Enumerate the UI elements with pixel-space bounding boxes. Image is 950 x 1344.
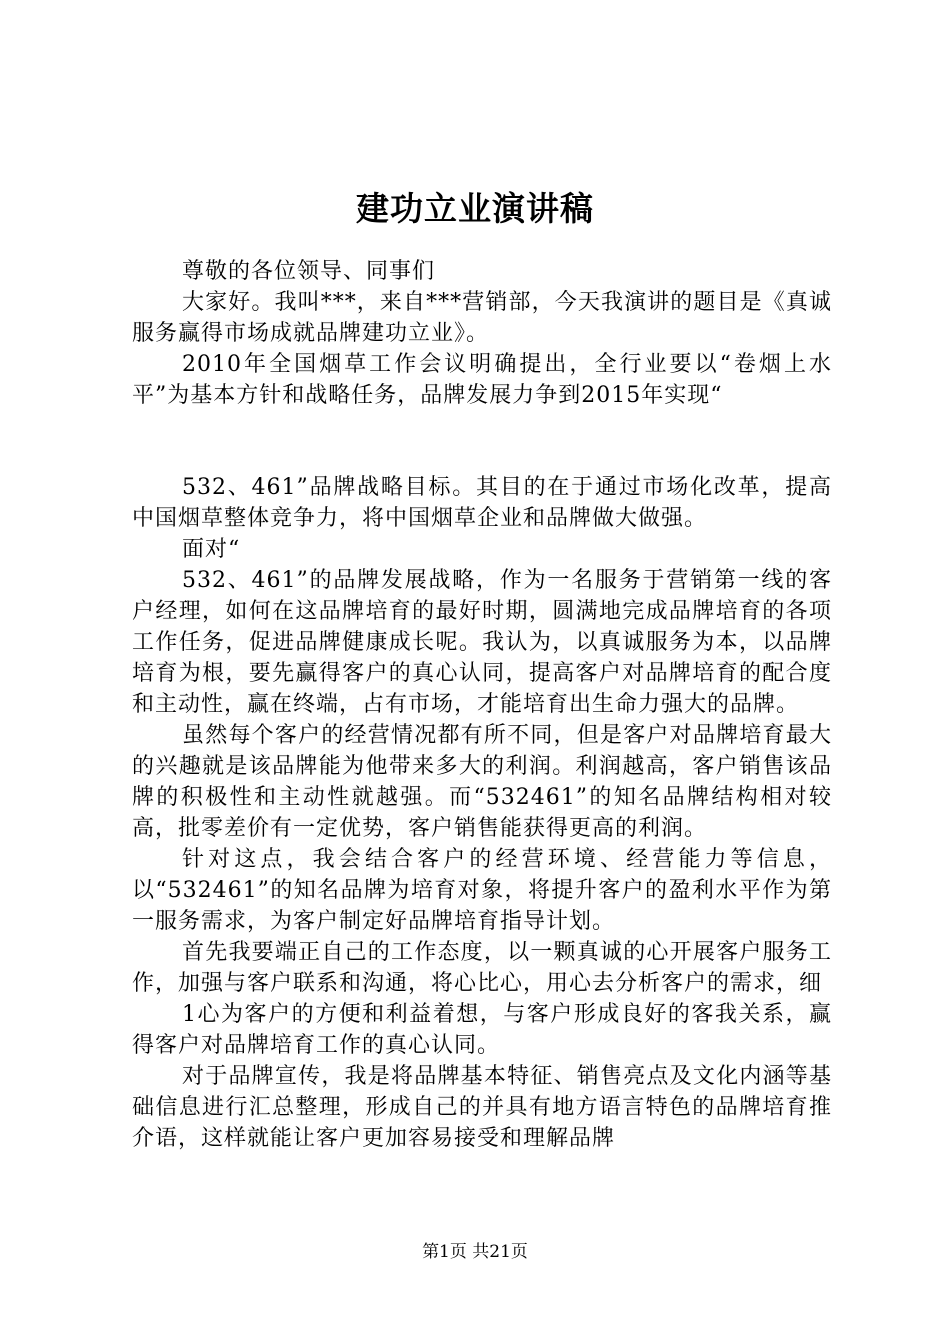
paragraph-care: 1心为客户的方便和利益着想，与客户形成良好的客我关系，赢得客户对品牌培育工作的真心认同。 (132, 1002, 832, 1058)
paragraph-profit: 虽然每个客户的经营情况都有所不同，但是客户对品牌培育最大的兴趣就是该品牌能为他带来多大的利润。利润越高，客户销售该品牌的积极性和主动性就越强。而“532461”的知名品牌结构相对较高，批零差价有一定优势，客户销售能获得更高的利润。 (132, 723, 832, 841)
document-title: 建功立业演讲稿 (356, 189, 594, 228)
paragraph-2010-conference: 2010年全国烟草工作会议明确提出，全行业要以“卷烟上水平”为基本方针和战略任务，品牌发展力争到2015年实现“ (132, 352, 832, 408)
paragraph-plan: 针对这点，我会结合客户的经营环境、经营能力等信息，以“532461”的知名品牌为培育对象，将提升客户的盈利水平作为第一服务需求，为客户制定好品牌培育指导计划。 (132, 847, 832, 934)
paragraph-gap (132, 411, 832, 472)
paragraph-strategy: 532、461”的品牌发展战略，作为一名服务于营销第一线的客户经理，如何在这品牌培育的最好时期，圆满地完成品牌培育的各项工作任务，促进品牌健康成长呢。我认为，以真诚服务为本，以品牌培育为根，要先赢得客户的真心认同，提高客户对品牌培育的配合度和主动性，赢在终端，占有市场，才能培育出生命力强大的品牌。 (132, 568, 832, 717)
paragraph-facing: 面对“ (182, 537, 241, 562)
paragraph-intro: 大家好。我叫***，来自***营销部，今天我演讲的题目是《真诚服务赢得市场成就品牌建功立业》。 (132, 290, 832, 346)
page-footer: 第1页 共21页 (422, 1242, 528, 1262)
paragraph-salutation: 尊敬的各位领导、同事们 (182, 259, 436, 284)
paragraph-532-461-goal: 532、461”品牌战略目标。其目的在于通过市场化改革，提高中国烟草整体竞争力，将中国烟草企业和品牌做大做强。 (132, 475, 832, 531)
paragraph-promotion: 对于品牌宣传，我是将品牌基本特征、销售亮点及文化内涵等基础信息进行汇总整理，形成自己的并具有地方语言特色的品牌培育推介语，这样就能让客户更加容易接受和理解品牌 (132, 1064, 832, 1151)
document-body (132, 256, 832, 1154)
paragraph-attitude: 首先我要端正自己的工作态度，以一颗真诚的心开展客户服务工作，加强与客户联系和沟通，将心比心，用心去分析客户的需求，细 (132, 940, 832, 996)
